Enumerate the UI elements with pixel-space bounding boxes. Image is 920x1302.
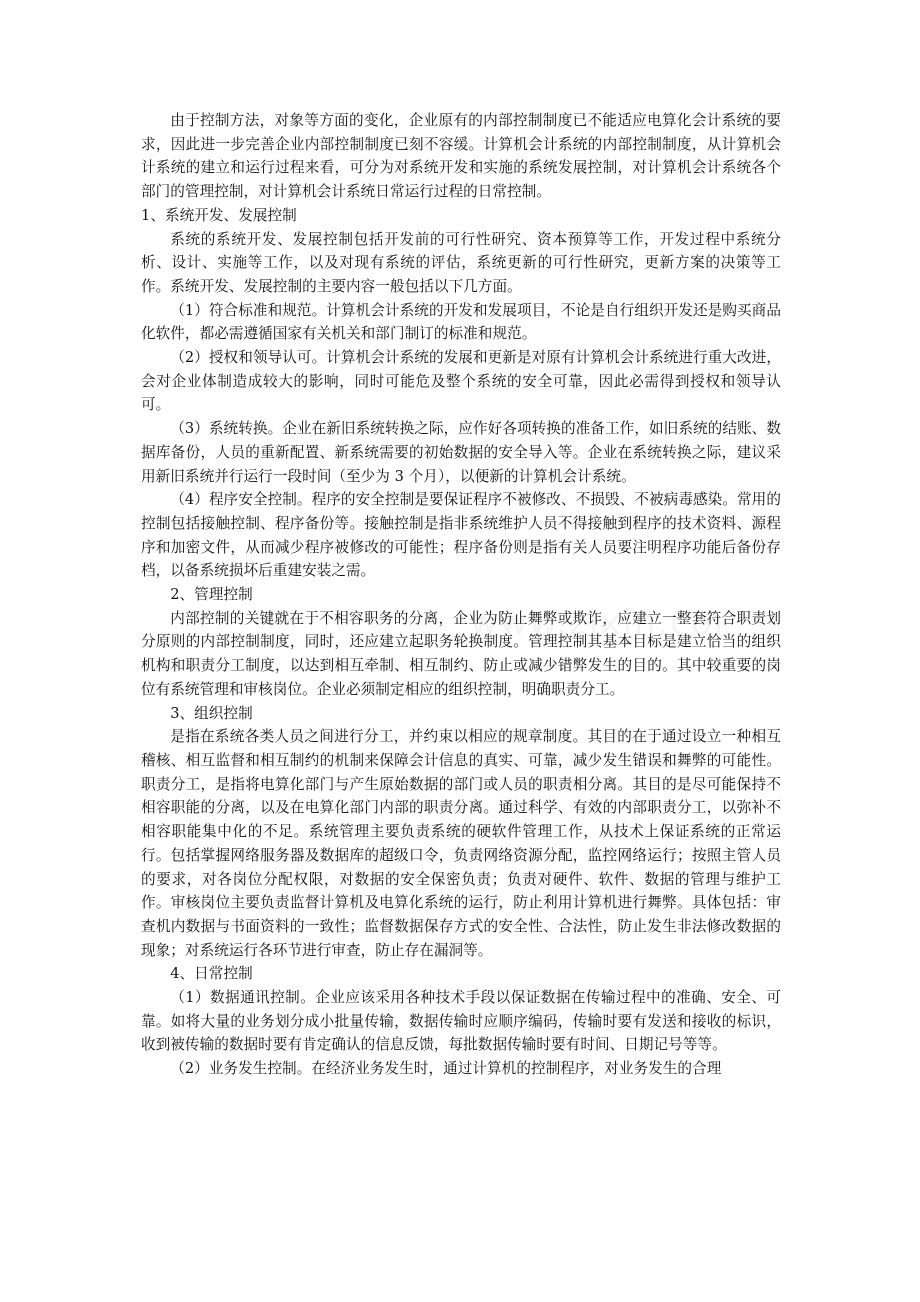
paragraph-standards: （1）符合标准和规范。计算机会计系统的开发和发展项目，不论是自行组织开发还是购买商品化软件，都必需遵循国家有关机关和部门制订的标准和规范。 xyxy=(141,301,781,343)
paragraph-management-control: 内部控制的关键就在于不相容职务的分离，企业为防止舞弊或欺诈，应建立一整套符合职责划分原则的内部控制制度，同时，还应建立起职务轮换制度。管理控制其基本目标是建立恰当的组织机构和职责分工制度，以达到相互牵制、相互制约、防止或减少错弊发生的目的。其中较重要的岗位有系统管理和审核岗位。企业必须制定相应的组织控制，明确职责分工。 xyxy=(141,609,781,698)
paragraph-data-communication: （1）数据通讯控制。企业应该采用各种技术手段以保证数据在传输过程中的准确、安全、可靠。如将大量的业务划分成小批量传输，数据传输时应顺序编码，传输时要有发送和接收的标识，收到被传输的数据时要有肯定确认的信息反馈，每批数据传输时要有时间、日期记号等等。 xyxy=(141,989,781,1054)
paragraph-authorization: （2）授权和领导认可。计算机会计系统的发展和更新是对原有计算机会计系统进行重大改进，会对企业体制造成较大的影响，同时可能危及整个系统的安全可靠，因此必需得到授权和领导认可。 xyxy=(141,349,781,414)
section-heading-3: 3、组织控制 xyxy=(170,704,253,722)
paragraph-organization-control: 是指在系统各类人员之间进行分工，并约束以相应的规章制度。其目的在于通过设立一种相互稽核、相互监督和相互制约的机制来保障会计信息的真实、可靠，减少发生错误和舞弊的可能性。职责分工，是指将电算化部门与产生原始数据的部门或人员的职责相分离。其目的是尽可能保持不相容职能的分离，以及在电算化部门内部的职责分离。通过科学、有效的内部职责分工，以弥补不相容职能集中化的不足。系统管理主要负责系统的硬软件管理工作，从技术上保证系统的正常运行。包括掌握网络服务器及数据库的超级口令，负责网络资源分配，监控网络运行；按照主管人员的要求，对各岗位分配权限，对数据的安全保密负责；负责对硬件、软件、数据的管理与维护工作。审核岗位主要负责监督计算机及电算化系统的运行，防止利用计算机进行舞弊。具体包括：审查机内数据与书面资料的一致性；监督数据保存方式的安全性、合法性，防止发生非法修改数据的现象；对系统运行各环节进行审查，防止存在漏洞等。 xyxy=(141,728,781,959)
section-heading-4: 4、日常控制 xyxy=(170,965,253,983)
paragraph-intro: 由于控制方法，对象等方面的变化，企业原有的内部控制制度已不能适应电算化会计系统的要求，因此进一步完善企业内部控制制度已刻不容缓。计算机会计系统的内部控制制度，从计算机会计系统的建立和运行过程来看，可分为对系统开发和实施的系统发展控制，对计算机会计系统各个部门的管理控制，对计算机会计系统日常运行过程的日常控制。 xyxy=(141,112,781,201)
document-body xyxy=(141,109,781,1081)
paragraph-system-development: 系统的系统开发、发展控制包括开发前的可行性研究、资本预算等工作，开发过程中系统分析、设计、实施等工作，以及对现有系统的评估，系统更新的可行性研究，更新方案的决策等工作。系统开发、发展控制的主要内容一般包括以下几方面。 xyxy=(141,230,781,295)
section-heading-1: 1、系统开发、发展控制 xyxy=(141,206,297,224)
paragraph-business-occurrence: （2）业务发生控制。在经济业务发生时，通过计算机的控制程序，对业务发生的合理 xyxy=(170,1060,722,1078)
section-heading-2: 2、管理控制 xyxy=(170,586,253,604)
paragraph-system-conversion: （3）系统转换。企业在新旧系统转换之际，应作好各项转换的准备工作，如旧系统的结账、数据库备份，人员的重新配置、新系统需要的初始数据的安全导入等。企业在系统转换之际，建议采用新旧系统并行运行一段时间（至少为 3 个月），以便新的计算机会计系统。 xyxy=(141,420,781,485)
paragraph-program-security: （4）程序安全控制。程序的安全控制是要保证程序不被修改、不损毁、不被病毒感染。常用的控制包括接触控制、程序备份等。接触控制是指非系统维护人员不得接触到程序的技术资料、源程序和加密文件，从而减少程序被修改的可能性；程序备份则是指有关人员要注明程序功能后备份存档，以备系统损坏后重建安装之需。 xyxy=(141,491,781,580)
